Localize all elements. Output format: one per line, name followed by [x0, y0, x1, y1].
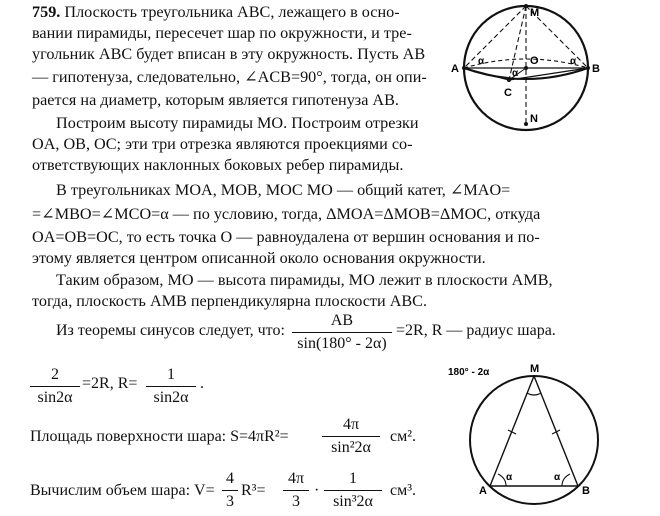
- fraction-bar: [222, 490, 238, 491]
- text-line: В треугольниках MOA, MOB, MOC MO — общий катет, ∠MAO=: [56, 181, 511, 199]
- angle-arc-b: [562, 474, 570, 486]
- text-line: — гипотенуза, следовательно, ∠ACB=90°, тогда, он опи-: [32, 68, 427, 86]
- vol-d3: sin³2α: [333, 493, 373, 510]
- label-alpha-c: α: [512, 68, 519, 79]
- label-m: M: [530, 7, 540, 19]
- fraction-bar: [283, 490, 309, 491]
- fraction-bar: [146, 386, 196, 387]
- label-b: B: [582, 485, 590, 497]
- r-mid: =2R, R=: [82, 375, 138, 392]
- side-mb: [534, 376, 578, 486]
- fraction-bar: [322, 436, 380, 437]
- sine-rest: =2R, R — радиус шара.: [396, 322, 556, 339]
- label-m: M: [530, 363, 540, 375]
- vol-mid: R³=: [241, 482, 266, 499]
- area-fraction: [322, 416, 380, 457]
- problem-number: 759.: [32, 3, 61, 21]
- vol-n3: 1: [349, 470, 357, 487]
- text-line: этому является центром описанной около основания окружности.: [32, 249, 486, 267]
- label-o: O: [530, 55, 539, 67]
- vol-intro: Вычислим объем шара: V=: [30, 482, 215, 499]
- text-line: угольник ABC будет вписан в эту окружность. Пусть AB: [32, 45, 426, 63]
- vol-fraction-1: [222, 470, 238, 511]
- edge-ac: [464, 68, 509, 80]
- text-line: OA=OB=OC, то есть точка O — равноудалена от вершин основания и по-: [32, 228, 540, 246]
- r-fraction-1: [30, 366, 80, 407]
- sine-numerator: AB: [330, 312, 354, 329]
- text-line: Построим высоту пирамиды MO. Построим отрезки: [56, 114, 419, 132]
- sine-fraction: [292, 312, 392, 353]
- point-b: [586, 66, 590, 70]
- figure-sphere-pyramid: [446, 2, 606, 136]
- text-line: Плоскость треугольника ABC, лежащего в осно-: [64, 3, 400, 21]
- label-alpha-a: α: [506, 472, 513, 483]
- sine-denominator: sin(180° - 2α): [297, 335, 387, 352]
- r-den-2: sin2α: [153, 389, 189, 406]
- area-intro: Площадь поверхности шара: S=4πR²=: [30, 428, 289, 445]
- point-m: [524, 4, 528, 8]
- point-a: [462, 66, 466, 70]
- r-end: .: [200, 375, 204, 392]
- fraction-bar: [324, 490, 382, 491]
- text-line: рается на диаметр, которым является гипотенуза AB.: [32, 91, 399, 109]
- text-line: Таким образом, MO — высота пирамиды, MO лежит в плоскости AMB,: [56, 271, 553, 289]
- label-a: A: [479, 485, 487, 497]
- problem-line-1: [32, 2, 400, 23]
- vol-n1: 4: [226, 470, 234, 487]
- label-b: B: [592, 63, 600, 75]
- vol-unit: см³.: [390, 482, 417, 499]
- apex-angle-arc: [527, 393, 541, 395]
- label-alpha-b: α: [554, 472, 561, 483]
- area-num: 4π: [342, 416, 360, 433]
- vol-n2: 4π: [287, 470, 305, 487]
- vol-d1: 3: [226, 493, 234, 510]
- fraction-bar: [292, 332, 392, 333]
- label-n: N: [530, 113, 538, 125]
- side-ma: [490, 376, 534, 486]
- area-unit: см².: [390, 428, 417, 445]
- figure-circle-triangle: [446, 362, 606, 512]
- label-alpha-a: α: [478, 56, 485, 67]
- vol-dot: ·: [314, 482, 320, 499]
- label-alpha-b: α: [570, 56, 577, 67]
- label-angle: 180° - 2α: [448, 367, 490, 378]
- text-line: =∠MBO=∠MCO=α — по условию, тогда, ΔMOA=ΔMOB=ΔMOC, откуда: [32, 205, 541, 223]
- sine-intro: Из теоремы синусов следует, что:: [56, 322, 285, 339]
- vol-fraction-2: [283, 470, 309, 511]
- r-num-2: 1: [167, 366, 175, 383]
- label-a: A: [451, 63, 459, 75]
- text-line: тогда, плоскость AMB перпендикулярна плоскости ABC.: [32, 292, 428, 310]
- r-den-1: sin2α: [37, 389, 73, 406]
- angle-arc-a: [498, 474, 506, 486]
- fraction-bar: [30, 386, 80, 387]
- text-line: вании пирамиды, пересечет шар по окружности, и тре-: [32, 24, 412, 42]
- text-line: OA, OB, OC; эти три отрезка являются проекциями со-: [32, 135, 413, 153]
- label-c: C: [504, 87, 512, 99]
- r-num-1: 2: [51, 366, 59, 383]
- vol-d2: 3: [292, 493, 300, 510]
- r-fraction-2: [146, 366, 196, 407]
- vol-fraction-3: [324, 470, 382, 511]
- point-o: [524, 66, 528, 70]
- point-c: [507, 78, 511, 82]
- text-line: ответствующих наклонных боковых ребер пирамиды.: [32, 156, 404, 174]
- area-den: sin²2α: [331, 439, 371, 456]
- point-n: [524, 122, 528, 126]
